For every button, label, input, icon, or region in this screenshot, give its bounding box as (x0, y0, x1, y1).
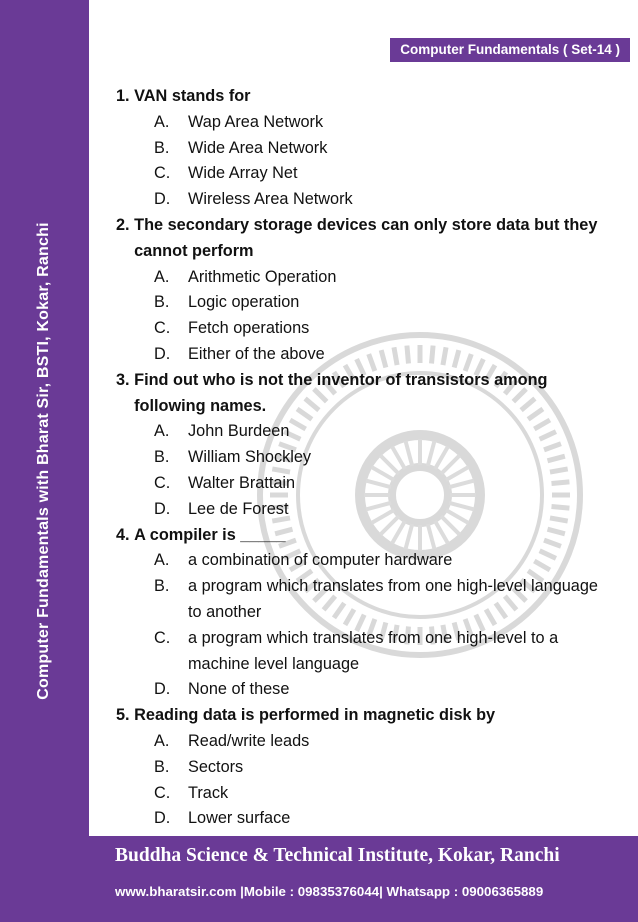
answer-option (116, 290, 606, 316)
answer-option (116, 342, 606, 368)
option-text: Track (188, 783, 229, 802)
question-stem (116, 523, 606, 549)
question-item (116, 84, 606, 213)
question-number: 1. (116, 87, 130, 105)
option-text: Wap Area Network (188, 112, 324, 131)
answer-option (116, 806, 606, 832)
option-text: None of these (188, 680, 290, 699)
question-text: Reading data is performed in magnetic disk by (134, 706, 496, 725)
footer-band (89, 836, 638, 922)
option-text: a program which translates from one high-level language to another (188, 577, 598, 621)
question-stem (116, 213, 606, 265)
answer-option (116, 445, 606, 471)
option-text: Wide Area Network (188, 138, 328, 157)
answer-option (116, 497, 606, 523)
question-number: 4. (116, 525, 130, 544)
option-text: Logic operation (188, 293, 300, 312)
option-letter: A. (154, 112, 170, 131)
option-text: Sectors (188, 757, 244, 776)
answer-option (116, 316, 606, 342)
option-text: Read/write leads (188, 731, 310, 750)
option-letter: D. (154, 680, 171, 699)
option-letter: C. (154, 319, 171, 338)
question-text: Find out who is not the inventor of transistors among following names. (134, 370, 548, 415)
option-letter: B. (154, 757, 170, 776)
question-number: 5. (116, 706, 130, 725)
option-letter: D. (154, 344, 171, 363)
option-text: a program which translates from one high-level to a machine level language (188, 628, 559, 673)
answer-option (116, 729, 606, 755)
option-letter: B. (154, 448, 170, 467)
option-text: a combination of computer hardware (188, 551, 453, 570)
option-text: John Burdeen (188, 422, 290, 441)
question-list (116, 84, 606, 832)
option-letter: A. (154, 267, 170, 286)
option-letter: D. (154, 499, 171, 518)
answer-option (116, 781, 606, 807)
option-letter: D. (154, 809, 171, 828)
option-text: Wireless Area Network (188, 190, 353, 209)
question-item (116, 213, 606, 368)
option-text: Arithmetic Operation (188, 267, 337, 286)
answer-option (116, 110, 606, 136)
set-badge: Computer Fundamentals ( Set-14 ) (390, 38, 630, 62)
option-text: William Shockley (188, 448, 312, 467)
answer-option (116, 161, 606, 187)
answer-option (116, 626, 606, 678)
answer-option (116, 419, 606, 445)
option-text: Fetch operations (188, 319, 310, 338)
option-letter: A. (154, 551, 170, 570)
option-letter: B. (154, 577, 170, 596)
question-stem (116, 368, 606, 420)
answer-option (116, 265, 606, 291)
question-item (116, 703, 606, 832)
option-letter: B. (154, 293, 170, 312)
footer-contact-info: www.bharatsir.com |Mobile : 09835376044| Whatsapp : 09006365889 (115, 884, 544, 899)
option-text: Lower surface (188, 809, 291, 828)
answer-option (116, 471, 606, 497)
question-item (116, 368, 606, 523)
question-number: 3. (116, 370, 130, 389)
question-text: VAN stands for (134, 87, 251, 105)
question-stem (116, 703, 606, 729)
option-letter: C. (154, 628, 171, 647)
option-letter: B. (154, 138, 170, 157)
sidebar-title: Computer Fundamentals with Bharat Sir, BSTI, Kokar, Ranchi (35, 222, 52, 700)
option-letter: C. (154, 783, 171, 802)
question-stem (116, 84, 606, 110)
option-letter: D. (154, 190, 171, 209)
question-text: A compiler is _____ (134, 525, 286, 544)
question-number: 2. (116, 215, 130, 234)
option-letter: C. (154, 473, 171, 492)
answer-option (116, 136, 606, 162)
answer-option (116, 548, 606, 574)
answer-option (116, 187, 606, 213)
option-text: Walter Brattain (188, 473, 296, 492)
answer-option (116, 574, 606, 626)
option-text: Either of the above (188, 344, 325, 363)
option-letter: A. (154, 422, 170, 441)
footer-institute-name: Buddha Science & Technical Institute, Kokar, Ranchi (115, 845, 560, 866)
option-text: Wide Array Net (188, 164, 298, 183)
option-letter: C. (154, 164, 171, 183)
question-item (116, 523, 606, 704)
option-text: Lee de Forest (188, 499, 289, 518)
option-letter: A. (154, 731, 170, 750)
answer-option (116, 755, 606, 781)
question-text: The secondary storage devices can only store data but they cannot perform (134, 215, 598, 260)
left-sidebar-band (0, 0, 89, 922)
answer-option (116, 677, 606, 703)
